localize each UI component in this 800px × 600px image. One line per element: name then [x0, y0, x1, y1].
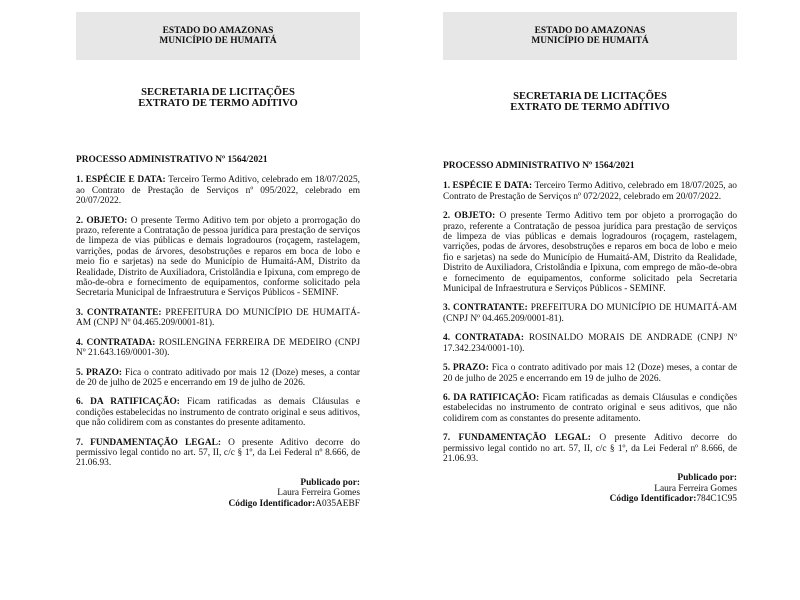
published-by-label: Publicado por: — [300, 477, 360, 488]
clause-text: Terceiro Termo Aditivo, celebrado em 18/07/2025, ao Contrato de Prestação de Serviços nº 095/2022, celebrado em 20/07/2022. — [76, 175, 361, 207]
clause-objeto — [443, 211, 737, 294]
clause-text: ROSINALDO MORAIS DE ANDRADE (CNPJ Nº 17.342.234/0001-10). — [443, 333, 737, 354]
clause-label: 6. DA RATIFICAÇÃO: — [76, 397, 180, 408]
clause-especie-data — [76, 175, 360, 206]
clause-objeto — [76, 216, 360, 299]
clause-text: O presente Aditivo decorre do permissivo legal contido no art. 57, II, c/c § 1º, da Lei Federal nº 8.666, de 21.06.93. — [76, 437, 360, 469]
clause-label: 7. FUNDAMENTAÇÃO LEGAL: — [76, 437, 221, 448]
published-by-label: Publicado por: — [677, 473, 737, 484]
clause-prazo — [443, 363, 737, 384]
clause-label: 3. CONTRATANTE: — [443, 303, 528, 314]
document-title — [443, 92, 737, 113]
clause-text: ROSILENGINA FERREIRA DE MEDEIRO (CNPJ Nº 21.643.169/0001-30). — [76, 337, 360, 359]
clause-text: Ficam ratificadas as demais Cláusulas e condições estabelecidas no instrumento de contrato original e seus aditivos, que não colidirem com as constantes do presente aditamento. — [76, 397, 360, 429]
clause-label: 6. DA RATIFICAÇÃO: — [443, 392, 540, 403]
clause-ratificacao — [443, 393, 737, 424]
process-number: PROCESSO ADMINISTRATIVO Nº 1564/2021 — [76, 155, 268, 165]
clause-label: 3. CONTRATANTE: — [76, 307, 162, 318]
extract-title: EXTRATO DE TERMO ADITIVO — [138, 97, 298, 109]
clause-especie-data — [443, 181, 737, 202]
state-header — [443, 12, 737, 60]
municipality-name: MUNICÍPIO DE HUMAITÁ — [159, 36, 277, 46]
clause-ratificacao — [76, 397, 360, 428]
clause-label: 4. CONTRATADA: — [76, 337, 156, 348]
secretaria-title: SECRETARIA DE LICITAÇÕES — [141, 87, 295, 98]
identifier-code: 784C1C95 — [696, 494, 737, 505]
clause-label: 1. ESPÉCIE E DATA: — [76, 175, 166, 186]
publication-block — [443, 473, 737, 504]
identifier-label: Código Identificador: — [609, 494, 697, 505]
clause-text: O presente Termo Aditivo tem por objeto a prorrogação do prazo, referente a Contratação de pessoa jurídica para prestação de serviços de limpeza de vias públicas e demais logradouros (roçagem, rastelagem, varrições, podas de árvores, desobstruções e reparos em boca de lobo e meio fio e sarjetas) na sede do Município de Humaitá-AM, Distrito da Realidade, Distrito de Auxiliadora, Cristolândia e Ipixuna, com emprego de mão-de-obra e fornecimento de equipamentos, conforme solicitado pela Secretaria Municipal de Infraestrutura e Serviços Públicos - SEMINF. — [443, 211, 738, 295]
document-title — [76, 88, 360, 109]
clause-prazo — [76, 368, 360, 389]
identifier-code: A035AEBF — [315, 498, 360, 509]
clause-text: Terceiro Termo Aditivo, celebrado em 18/07/2025, ao Contrato de Prestação de Serviços nº 072/2022, celebrado em 20/07/2022. — [443, 181, 737, 202]
clause-label: 5. PRAZO: — [76, 367, 122, 378]
clause-label: 7. FUNDAMENTAÇÃO LEGAL: — [443, 433, 591, 444]
identifier-line — [443, 494, 737, 504]
clause-text: PREFEITURA DO MUNICÍPIO DE HUMAITÁ-AM (CNPJ Nº 04.465.209/0001-81). — [76, 307, 360, 329]
clause-text: O presente Termo Aditivo tem por objeto a prorrogação do prazo, referente a Contratação de pessoa jurídica para prestação de serviços de limpeza de vias públicas e demais logradouros (roçagem, rastelagem, varrições, podas de árvores, desobstruções e reparos em boca de lobo e meio fio e sarjetas) na sede do Município de Humaitá-AM, Distrito da Realidade, Distrito de Auxiliadora, Cristolândia e Ipixuna, com emprego de mão-de-obra e fornecimento de equipamentos, conforme solicitado pela Secretaria Municipal de Infraestrutura e Serviços Públicos - SEMINF. — [76, 215, 361, 299]
clause-contratante — [76, 308, 360, 329]
extract-title: EXTRATO DE TERMO ADITIVO — [510, 101, 670, 113]
clause-text: Fica o contrato aditivado por mais 12 (Doze) meses, a contar de 20 de julho de 2025 e encerrando em 19 de julho de 2026. — [76, 367, 360, 388]
clause-text: Ficam ratificadas as demais Cláusulas e condições estabelecidas no instrumento de contrato original e seus aditivos, que não colidirem com as constantes do presente aditamento. — [443, 392, 737, 424]
clause-contratada — [76, 338, 360, 359]
clause-label: 2. OBJETO: — [76, 215, 128, 226]
extract-left — [76, 12, 360, 509]
state-name: ESTADO DO AMAZONAS — [534, 25, 646, 36]
state-name: ESTADO DO AMAZONAS — [162, 25, 274, 36]
clause-label: 5. PRAZO: — [443, 363, 489, 374]
extract-right — [443, 12, 737, 505]
published-by-name: Laura Ferreira Gomes — [654, 483, 737, 494]
state-header — [76, 12, 360, 60]
publication-block — [76, 478, 360, 509]
clause-text: Fica o contrato aditivado por mais 12 (Doze) meses, a contar de 20 de julho de 2025 e encerrando em 19 de julho de 2026. — [443, 363, 737, 384]
clause-contratante — [443, 303, 737, 324]
clause-label: 2. OBJETO: — [443, 211, 496, 222]
clause-contratada — [443, 333, 737, 354]
clause-label: 4. CONTRATADA: — [443, 333, 524, 344]
municipality-name: MUNICÍPIO DE HUMAITÁ — [531, 36, 649, 46]
published-by-name: Laura Ferreira Gomes — [277, 488, 360, 499]
clause-fundamentacao — [76, 438, 360, 469]
identifier-label: Código Identificador: — [228, 498, 316, 509]
identifier-line — [76, 499, 360, 509]
process-number: PROCESSO ADMINISTRATIVO Nº 1564/2021 — [443, 161, 635, 171]
clause-label: 1. ESPÉCIE E DATA: — [443, 181, 533, 192]
clause-text: PREFEITURA DO MUNICÍPIO DE HUMAITÁ-AM (CNPJ Nº 04.465.209/0001-81). — [443, 303, 737, 324]
clause-text: O presente Aditivo decorre do permissivo legal contido no art. 57, II, c/c § 1º, da Lei Federal nº 8.666, de 21.06.93. — [443, 433, 737, 464]
clause-fundamentacao — [443, 433, 737, 464]
secretaria-title: SECRETARIA DE LICITAÇÕES — [513, 91, 667, 102]
